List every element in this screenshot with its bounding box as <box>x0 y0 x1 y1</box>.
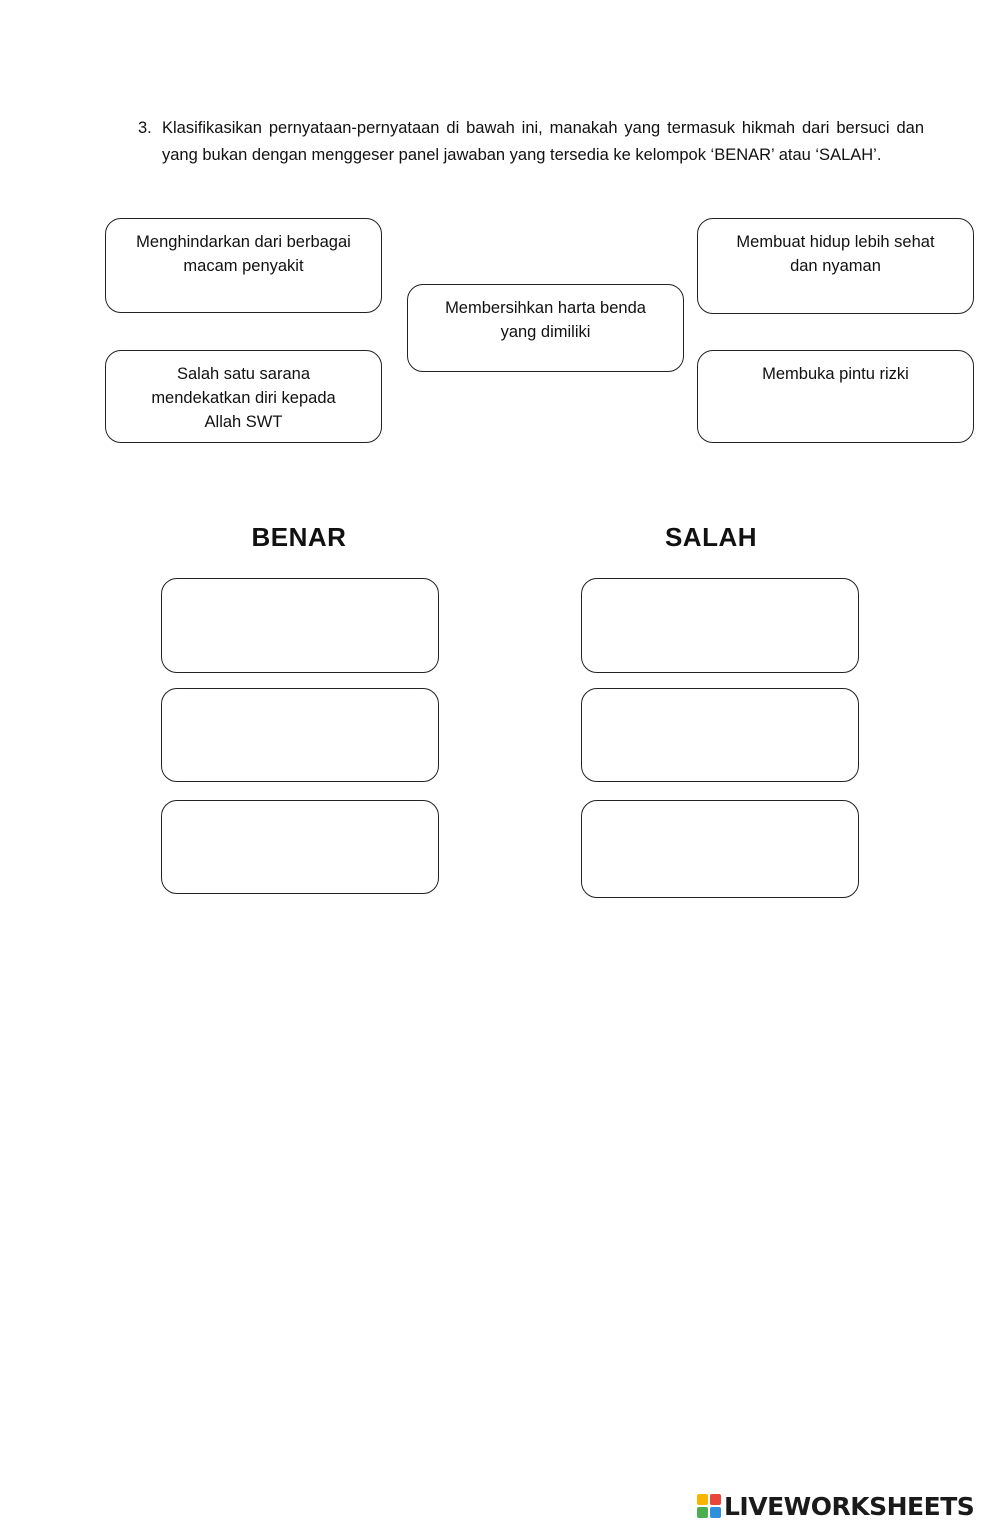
question-text: Klasifikasikan pernyataan-pernyataan di bawah ini, manakah yang termasuk hikmah dari bersuci dan yang bukan dengan menggeser panel jawaban yang tersedia ke kelompok ‘BENAR’ atau ‘SALAH’. <box>162 119 924 164</box>
benar-drop-slot-2[interactable] <box>161 688 439 782</box>
question-number: 3. <box>138 119 152 137</box>
benar-heading: BENAR <box>251 522 347 552</box>
liveworksheets-brand <box>697 1489 974 1523</box>
salah-heading: SALAH <box>664 522 758 552</box>
salah-drop-slot-3[interactable] <box>581 800 859 898</box>
answer-card-1[interactable]: Menghindarkan dari berbagai macam penyakit <box>105 218 382 313</box>
answer-card-4[interactable]: Salah satu sarana mendekatkan diri kepada Allah SWT <box>105 350 382 443</box>
liveworksheets-logo-icon <box>697 1494 721 1518</box>
answer-card-2[interactable]: Membuat hidup lebih sehat dan nyaman <box>697 218 974 314</box>
answer-card-5[interactable]: Membuka pintu rizki <box>697 350 974 443</box>
brand-name: LIVEWORKSHEETS <box>724 1491 975 1521</box>
benar-drop-slot-1[interactable] <box>161 578 439 673</box>
answer-card-3[interactable]: Membersihkan harta benda yang dimiliki <box>407 284 684 372</box>
benar-drop-slot-3[interactable] <box>161 800 439 894</box>
salah-drop-slot-2[interactable] <box>581 688 859 782</box>
salah-drop-slot-1[interactable] <box>581 578 859 673</box>
instruction-text <box>138 115 924 169</box>
